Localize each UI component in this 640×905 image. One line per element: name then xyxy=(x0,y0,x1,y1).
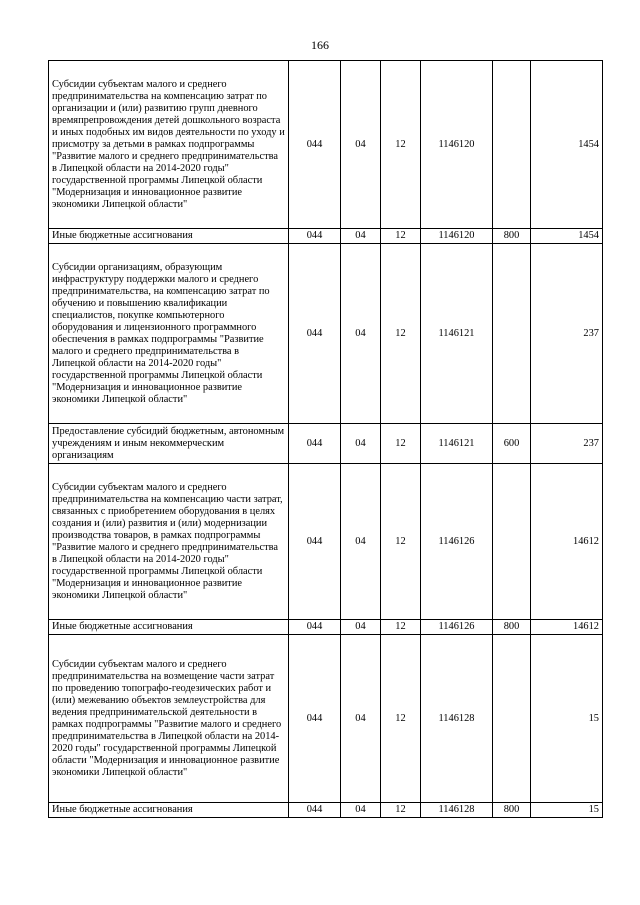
ministry-code: 044 xyxy=(289,61,341,229)
ministry-code: 044 xyxy=(289,635,341,803)
section-code: 04 xyxy=(341,229,381,244)
ministry-code: 044 xyxy=(289,464,341,620)
row-name: Иные бюджетные ассигнования xyxy=(49,229,289,244)
expense-type-code xyxy=(493,635,531,803)
target-code: 1146126 xyxy=(421,620,493,635)
subsection-code: 12 xyxy=(381,635,421,803)
section-code: 04 xyxy=(341,244,381,424)
table-row xyxy=(49,635,603,803)
ministry-code: 044 xyxy=(289,229,341,244)
row-name: Иные бюджетные ассигнования xyxy=(49,620,289,635)
target-code: 1146121 xyxy=(421,244,493,424)
target-code: 1146121 xyxy=(421,424,493,464)
amount: 14612 xyxy=(531,464,603,620)
row-name: Иные бюджетные ассигнования xyxy=(49,803,289,818)
table-row xyxy=(49,803,603,818)
ministry-code: 044 xyxy=(289,620,341,635)
ministry-code: 044 xyxy=(289,244,341,424)
amount: 1454 xyxy=(531,229,603,244)
expense-type-code: 600 xyxy=(493,424,531,464)
target-code: 1146120 xyxy=(421,61,493,229)
subsection-code: 12 xyxy=(381,244,421,424)
subsection-code: 12 xyxy=(381,464,421,620)
expense-type-code: 800 xyxy=(493,620,531,635)
ministry-code: 044 xyxy=(289,424,341,464)
page-number: 166 xyxy=(311,38,329,52)
budget-table xyxy=(48,60,603,818)
amount: 1454 xyxy=(531,61,603,229)
target-code: 1146120 xyxy=(421,229,493,244)
table-row xyxy=(49,620,603,635)
expense-type-code: 800 xyxy=(493,229,531,244)
row-name: Субсидии субъектам малого и среднего предпринимательства на компенсацию части затрат, связанных с приобретением оборудования в целях создания и (или) развития и (или) модернизации производства товаров, в рамках подпрограммы "Развитие малого и среднего предпринимательства в Липецкой области на 2014-2020 годы" государственной программы Липецкой области "Модернизация и инновационное развитие экономики Липецкой области" xyxy=(49,464,289,620)
amount: 15 xyxy=(531,803,603,818)
row-name: Субсидии субъектам малого и среднего предпринимательства на компенсацию затрат по организации и (или) развитию групп дневного времяпрепровождения детей дошкольного возраста и иных подобных им видов деятельности по уходу и присмотру за детьми в рамках подпрограммы "Развитие малого и среднего предпринимательства в Липецкой области на 2014-2020 годы" государственной программы Липецкой области "Модернизация и инновационное развитие экономики Липецкой области" xyxy=(49,61,289,229)
subsection-code: 12 xyxy=(381,424,421,464)
row-name: Предоставление субсидий бюджетным, автономным учреждениям и иным некоммерческим организациям xyxy=(49,424,289,464)
table-row xyxy=(49,244,603,424)
table-row xyxy=(49,464,603,620)
subsection-code: 12 xyxy=(381,803,421,818)
ministry-code: 044 xyxy=(289,803,341,818)
amount: 237 xyxy=(531,424,603,464)
subsection-code: 12 xyxy=(381,229,421,244)
section-code: 04 xyxy=(341,61,381,229)
subsection-code: 12 xyxy=(381,620,421,635)
subsection-code: 12 xyxy=(381,61,421,229)
section-code: 04 xyxy=(341,803,381,818)
amount: 14612 xyxy=(531,620,603,635)
target-code: 1146128 xyxy=(421,635,493,803)
table-row xyxy=(49,229,603,244)
row-name: Субсидии субъектам малого и среднего предпринимательства на возмещение части затрат по проведению топографо-геодезических работ и (или) межеванию объектов землеустройства для ведения предпринимательской деятельности в рамках подпрограммы "Развитие малого и среднего предпринимательства в Липецкой области на 2014-2020 годы" государственной программы Липецкой области "Модернизация и инновационное развитие экономики Липецкой области" xyxy=(49,635,289,803)
target-code: 1146128 xyxy=(421,803,493,818)
target-code: 1146126 xyxy=(421,464,493,620)
table-row xyxy=(49,61,603,229)
table-row xyxy=(49,424,603,464)
section-code: 04 xyxy=(341,620,381,635)
expense-type-code xyxy=(493,244,531,424)
expense-type-code: 800 xyxy=(493,803,531,818)
expense-type-code xyxy=(493,464,531,620)
amount: 15 xyxy=(531,635,603,803)
row-name: Субсидии организациям, образующим инфраструктуру поддержки малого и среднего предпринимательства, на компенсацию затрат по обучению и повышению квалификации специалистов, покупке компьютерного оборудования и лицензионного программного обеспечения в рамках подпрограммы "Развитие малого и среднего предпринимательства в Липецкой области на 2014-2020 годы" государственной программы Липецкой области "Модернизация и инновационное развитие экономики Липецкой области" xyxy=(49,244,289,424)
section-code: 04 xyxy=(341,464,381,620)
section-code: 04 xyxy=(341,635,381,803)
section-code: 04 xyxy=(341,424,381,464)
expense-type-code xyxy=(493,61,531,229)
amount: 237 xyxy=(531,244,603,424)
